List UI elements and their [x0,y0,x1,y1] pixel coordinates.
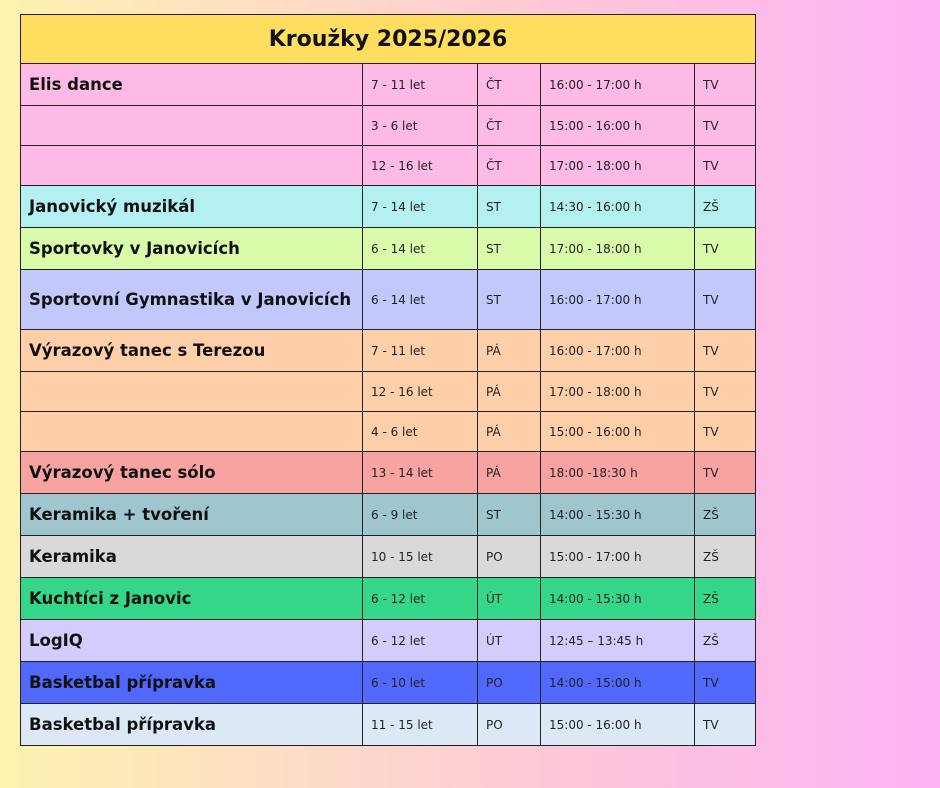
time-cell: 17:00 - 18:00 h [541,372,695,412]
place-cell: TV [695,64,756,106]
activity-name-cell: Výrazový tanec s Terezou [20,330,363,372]
day-cell: PÁ [478,452,541,494]
schedule-table [20,14,756,746]
day-cell: ST [478,228,541,270]
age-range-cell: 12 - 16 let [363,372,478,412]
activity-name-cell: Janovický muzikál [20,186,363,228]
age-range-cell: 6 - 10 let [363,662,478,704]
day-cell: ČT [478,146,541,186]
age-range-cell: 13 - 14 let [363,452,478,494]
table-row [20,330,756,372]
time-cell: 18:00 -18:30 h [541,452,695,494]
day-cell: PÁ [478,412,541,452]
age-range-cell: 11 - 15 let [363,704,478,746]
place-cell: TV [695,704,756,746]
table-row [20,578,756,620]
time-cell: 16:00 - 17:00 h [541,270,695,330]
place-cell: ZŠ [695,620,756,662]
day-cell: PO [478,662,541,704]
table-row [20,106,756,146]
time-cell: 14:00 - 15:00 h [541,662,695,704]
day-cell: ST [478,186,541,228]
age-range-cell: 7 - 11 let [363,64,478,106]
place-cell: TV [695,372,756,412]
age-range-cell: 12 - 16 let [363,146,478,186]
time-cell: 17:00 - 18:00 h [541,228,695,270]
time-cell: 14:00 - 15:30 h [541,578,695,620]
time-cell: 16:00 - 17:00 h [541,330,695,372]
activity-name-cell [20,372,363,412]
time-cell: 15:00 - 16:00 h [541,412,695,452]
age-range-cell: 6 - 14 let [363,228,478,270]
table-row [20,412,756,452]
day-cell: PO [478,704,541,746]
day-cell: ST [478,494,541,536]
time-cell: 15:00 - 16:00 h [541,704,695,746]
table-row [20,536,756,578]
activity-name-cell: Basketbal přípravka [20,662,363,704]
place-cell: TV [695,106,756,146]
place-cell: TV [695,228,756,270]
time-cell: 12:45 – 13:45 h [541,620,695,662]
activity-name-cell: LogIQ [20,620,363,662]
day-cell: ÚT [478,578,541,620]
age-range-cell: 4 - 6 let [363,412,478,452]
time-cell: 14:00 - 15:30 h [541,494,695,536]
age-range-cell: 6 - 12 let [363,578,478,620]
activity-name-cell: Kuchtíci z Janovic [20,578,363,620]
table-row [20,146,756,186]
day-cell: PO [478,536,541,578]
place-cell: TV [695,330,756,372]
table-row [20,704,756,746]
time-cell: 16:00 - 17:00 h [541,64,695,106]
time-cell: 17:00 - 18:00 h [541,146,695,186]
time-cell: 15:00 - 16:00 h [541,106,695,146]
age-range-cell: 6 - 12 let [363,620,478,662]
time-cell: 14:30 - 16:00 h [541,186,695,228]
place-cell: TV [695,412,756,452]
place-cell: TV [695,662,756,704]
time-cell: 15:00 - 17:00 h [541,536,695,578]
activity-name-cell [20,412,363,452]
activity-name-cell: Keramika + tvoření [20,494,363,536]
place-cell: ZŠ [695,186,756,228]
age-range-cell: 6 - 9 let [363,494,478,536]
activity-name-cell [20,146,363,186]
day-cell: ÚT [478,620,541,662]
age-range-cell: 10 - 15 let [363,536,478,578]
table-row [20,270,756,330]
table-row [20,452,756,494]
activity-name-cell: Basketbal přípravka [20,704,363,746]
schedule-title: Kroužky 2025/2026 [20,14,756,64]
table-row [20,186,756,228]
place-cell: TV [695,146,756,186]
age-range-cell: 3 - 6 let [363,106,478,146]
day-cell: PÁ [478,372,541,412]
activity-name-cell: Výrazový tanec sólo [20,452,363,494]
place-cell: TV [695,270,756,330]
place-cell: ZŠ [695,494,756,536]
age-range-cell: 7 - 11 let [363,330,478,372]
table-row [20,620,756,662]
table-row [20,372,756,412]
activity-name-cell: Sportovní Gymnastika v Janovicích [20,270,363,330]
activity-name-cell [20,106,363,146]
table-row [20,494,756,536]
day-cell: ČT [478,106,541,146]
age-range-cell: 7 - 14 let [363,186,478,228]
table-row [20,662,756,704]
place-cell: ZŠ [695,578,756,620]
place-cell: TV [695,452,756,494]
day-cell: ČT [478,64,541,106]
schedule-rows [20,64,756,746]
table-row [20,64,756,106]
age-range-cell: 6 - 14 let [363,270,478,330]
table-row [20,228,756,270]
day-cell: PÁ [478,330,541,372]
activity-name-cell: Sportovky v Janovicích [20,228,363,270]
activity-name-cell: Elis dance [20,64,363,106]
day-cell: ST [478,270,541,330]
place-cell: ZŠ [695,536,756,578]
activity-name-cell: Keramika [20,536,363,578]
